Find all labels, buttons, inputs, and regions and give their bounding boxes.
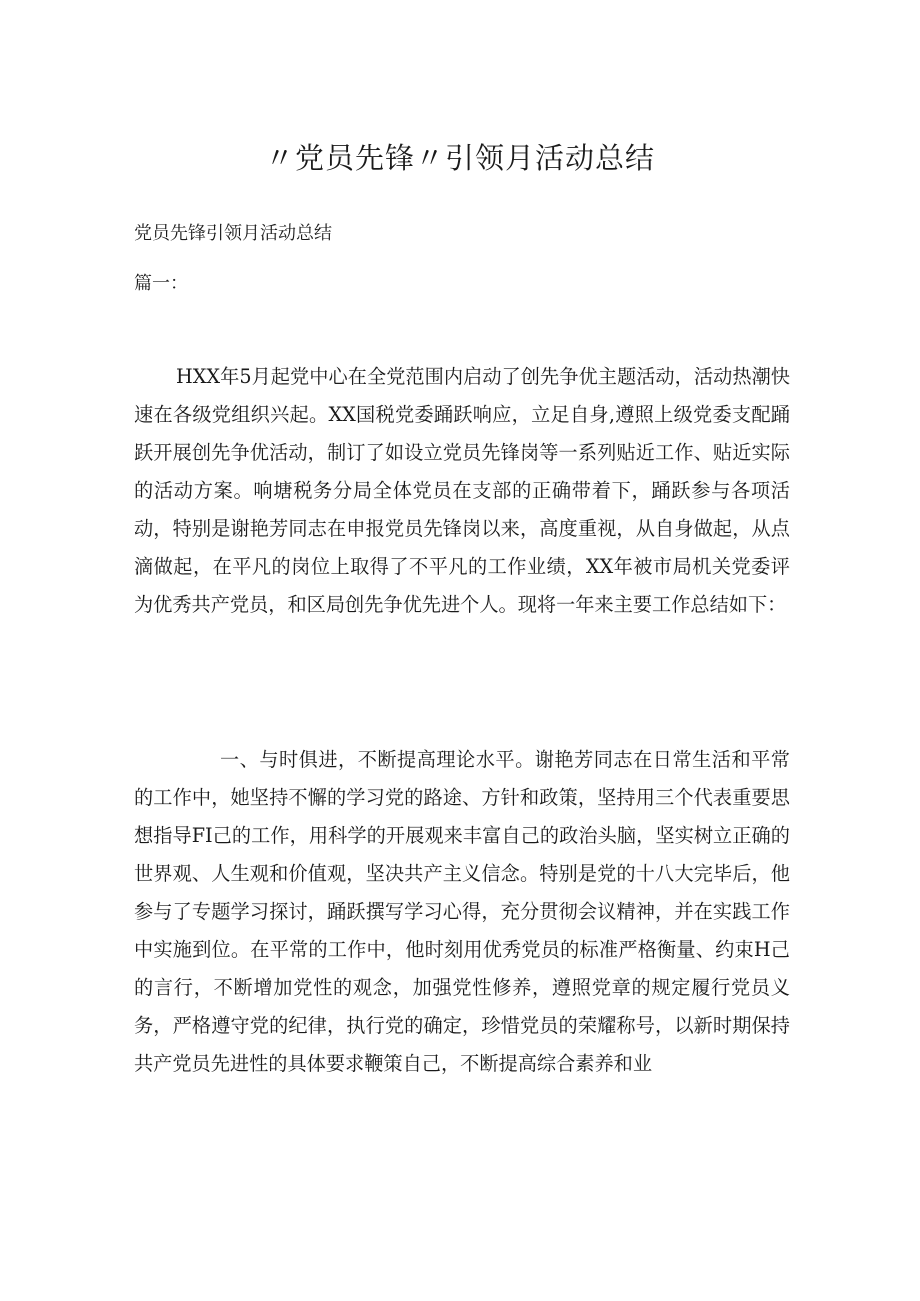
document-subtitle: 党员先锋引领月活动总结: [134, 223, 332, 244]
body-paragraph: HXX年5月起党中心在全党范围内启动了创先争优主题活动，活动热潮快速在各级党组织兴起。XX国税党委踊跃响应，立足自身,遵照上级党委支配踊跃开展创先争优活动，制订了如设立党员先锋岗等一系列贴近工作、贴近实际的活动方案。响塘税务分局全体党员在支部的正确带着下，踊跃参与各项活动，特别是谢艳芳同志在申报党员先锋岗以来，高度重视，从自身做起，从点滴做起，在平凡的岗位上取得了不平凡的工作业绩，XX年被市局机关党委评为优秀共产党员，和区局创先争优先进个人。现将一年来主要工作总结如下：: [134, 365, 790, 616]
section-label: 篇一：: [134, 273, 188, 294]
body-paragraph: 一、与时俱进，不断提高理论水平。谢艳芳同志在日常生活和平常的工作中，她坚持不懈的学习党的路途、方针和政策，坚持用三个代表重要思想指导FI己的工作，用科学的开展观来丰富自己的政治头脑，坚实树立正确的世界观、人生观和价值观，坚决共产主义信念。特别是党的十八大完毕后，他参与了专题学习探讨，踊跃撰写学习心得，充分贯彻会议精神，并在实践工作中实施到位。在平常的工作中，他时刻用优秀党员的标准严格衡量、约束H己的言行，不断增加党性的观念，加强党性修养，遵照党章的规定履行党员义务，严格遵守党的纪律，执行党的确定，珍惜党员的荣耀称号，以新时期保持共产党员先进性的具体要求鞭策自己，不断提高综合素养和业: [134, 748, 790, 1075]
document-title: 〃党员先锋〃引领月活动总结: [264, 141, 655, 175]
